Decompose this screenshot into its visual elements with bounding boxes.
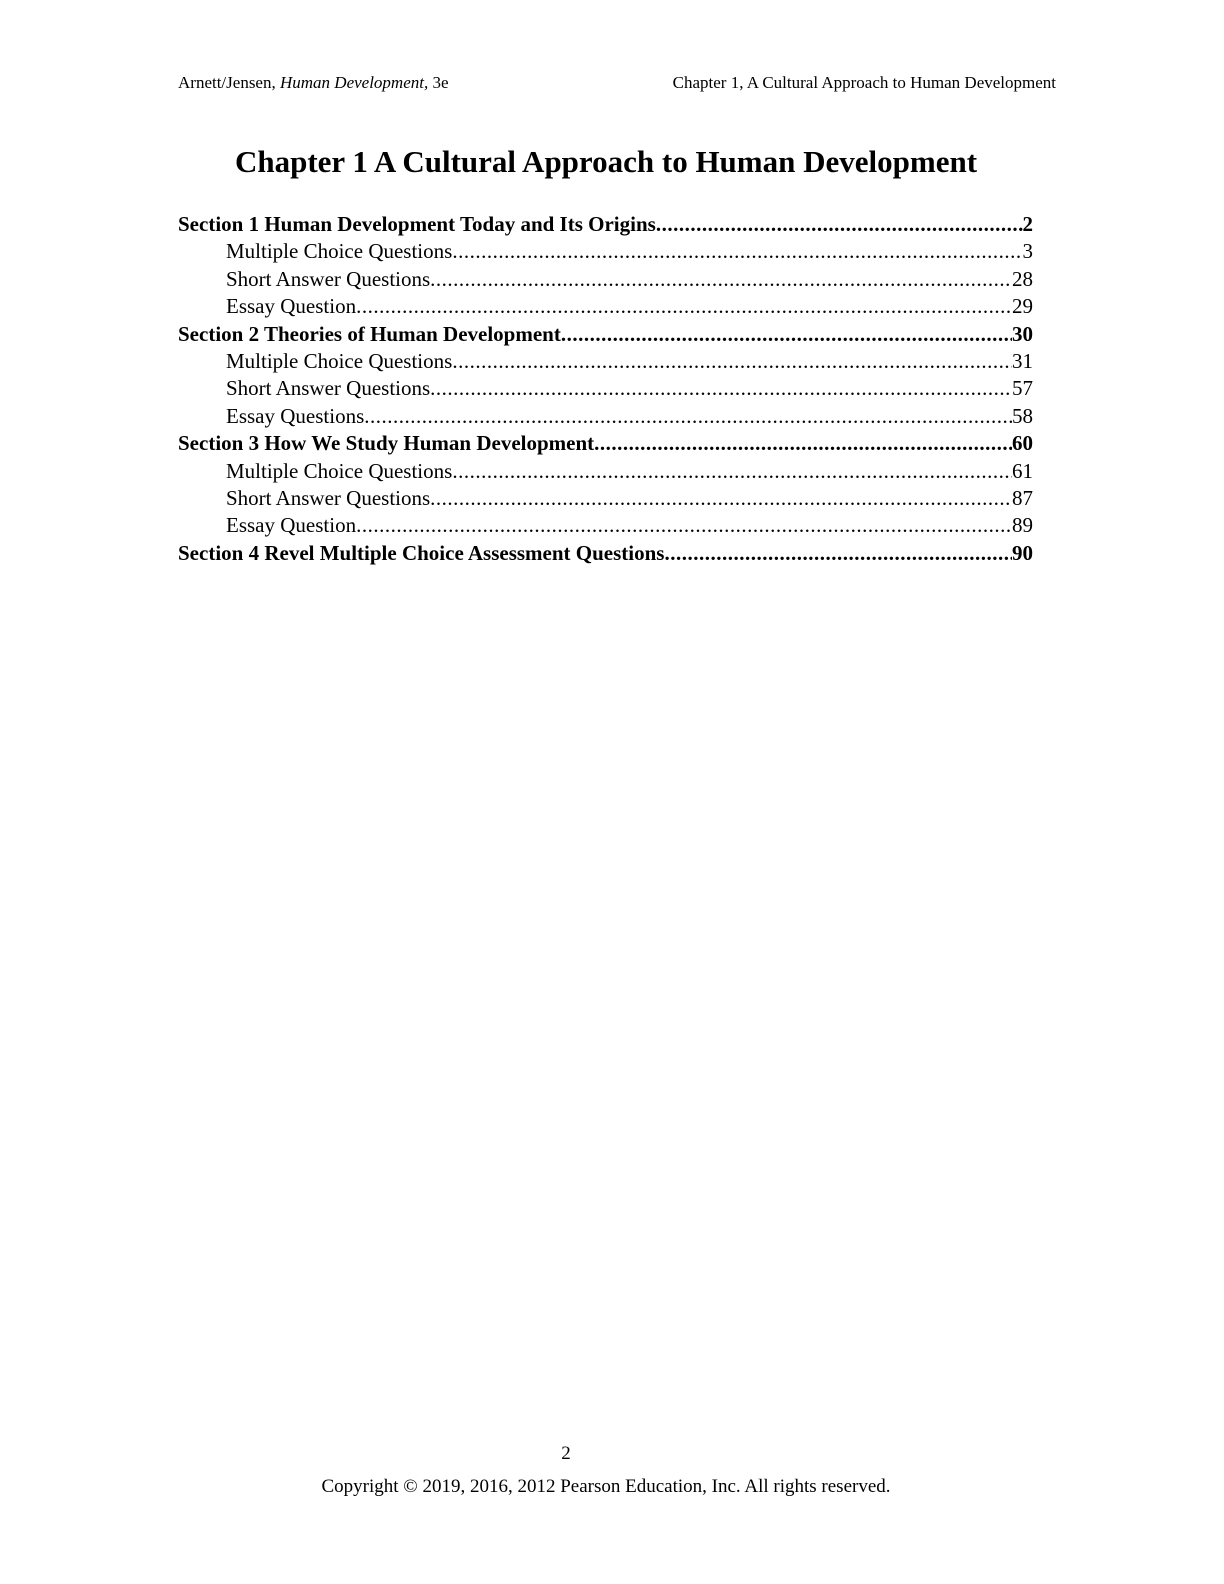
toc-entry-label: Multiple Choice Questions (226, 239, 453, 264)
toc-dot-leader (594, 430, 1012, 457)
toc-dot-leader (452, 348, 1012, 375)
page-number: 2 (561, 1443, 571, 1464)
toc-entry-label: Short Answer Questions (226, 485, 431, 510)
toc-entry-page: 3 (1022, 239, 1033, 264)
toc-entry-section-1[interactable] (178, 211, 1033, 238)
toc-dot-leader (664, 540, 1012, 567)
header-edition: 3e (432, 73, 449, 92)
toc-entry-subsection[interactable] (178, 458, 1033, 485)
header-authors: Arnett/Jensen, (178, 73, 276, 92)
toc-entry-section-3[interactable] (178, 430, 1033, 457)
toc-entry-label: Section 4 Revel Multiple Choice Assessment Questions (178, 540, 665, 565)
copyright-notice: Copyright © 2019, 2016, 2012 Pearson Education, Inc. All rights reserved. (321, 1476, 891, 1497)
toc-entry-label: Section 3 How We Study Human Development (178, 431, 595, 456)
toc-entry-label: Short Answer Questions (226, 376, 431, 401)
running-header-left (178, 72, 449, 94)
toc-dot-leader (561, 321, 1012, 348)
toc-entry-section-4[interactable] (178, 540, 1033, 567)
toc-entry-subsection[interactable] (178, 512, 1033, 539)
toc-dot-leader (452, 238, 1022, 265)
toc-entry-subsection[interactable] (178, 238, 1033, 265)
header-book-title: Human Development, (279, 73, 429, 92)
toc-entry-label: Section 2 Theories of Human Development (178, 321, 561, 346)
toc-entry-subsection[interactable] (178, 266, 1033, 293)
toc-entry-page: 57 (1012, 376, 1033, 401)
page-title: Chapter 1 A Cultural Approach to Human Development (234, 144, 978, 179)
toc-entry-label: Essay Question (226, 513, 357, 538)
toc-dot-leader (356, 293, 1012, 320)
toc-entry-label: Section 1 Human Development Today and Its Origins (178, 212, 656, 236)
toc-dot-leader (452, 458, 1012, 485)
toc-dot-leader (356, 512, 1012, 539)
toc-entry-label: Multiple Choice Questions (226, 458, 453, 483)
toc-dot-leader (656, 211, 1023, 238)
toc-entry-page: 31 (1012, 348, 1033, 373)
toc-entry-label: Short Answer Questions (226, 266, 431, 291)
toc-entry-page: 90 (1012, 540, 1033, 565)
running-header-right: Chapter 1, A Cultural Approach to Human Development (672, 73, 1056, 92)
toc-dot-leader (364, 403, 1012, 430)
toc-entry-label: Essay Question (226, 294, 357, 319)
toc-dot-leader (430, 266, 1012, 293)
toc-dot-leader (430, 485, 1012, 512)
toc-entry-page: 87 (1012, 485, 1033, 510)
toc-entry-page: 30 (1012, 321, 1033, 346)
toc-entry-page: 28 (1012, 266, 1033, 291)
toc-entry-label: Multiple Choice Questions (226, 348, 453, 373)
table-of-contents (178, 211, 1033, 567)
toc-dot-leader (430, 375, 1012, 402)
toc-entry-subsection[interactable] (178, 485, 1033, 512)
toc-entry-page: 58 (1012, 403, 1033, 428)
toc-entry-label: Essay Questions (226, 403, 365, 428)
toc-entry-page: 89 (1012, 513, 1033, 538)
toc-entry-page: 60 (1012, 431, 1033, 456)
toc-entry-subsection[interactable] (178, 403, 1033, 430)
toc-entry-subsection[interactable] (178, 293, 1033, 320)
toc-entry-page: 29 (1012, 294, 1033, 319)
toc-entry-page: 61 (1012, 458, 1033, 483)
toc-entry-subsection[interactable] (178, 375, 1033, 402)
toc-entry-section-2[interactable] (178, 321, 1033, 348)
toc-entry-page: 2 (1022, 212, 1033, 236)
toc-entry-subsection[interactable] (178, 348, 1033, 375)
